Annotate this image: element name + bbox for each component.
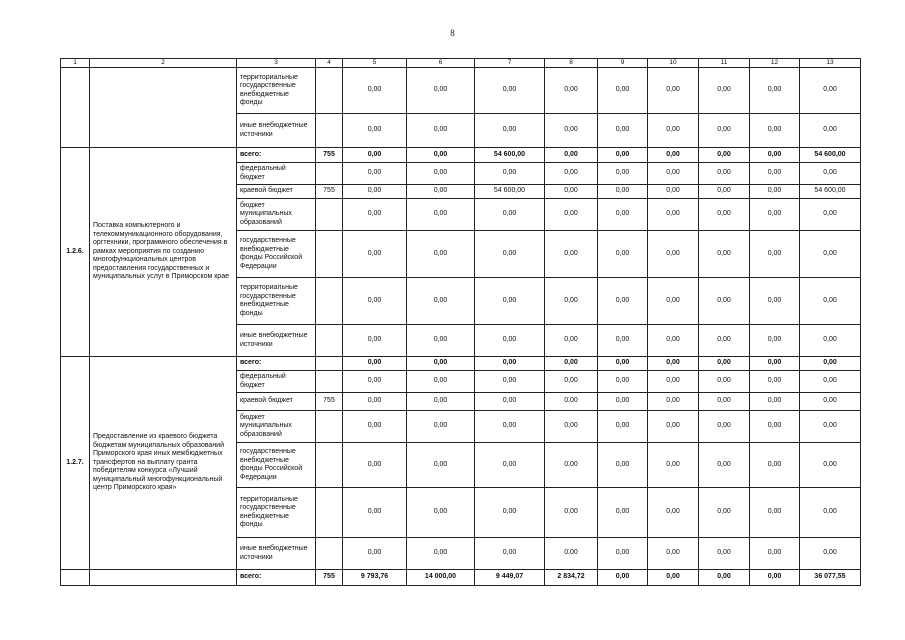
amount-cell: 54 600,00	[800, 185, 861, 199]
amount-cell: 0,00	[343, 278, 407, 325]
amount-cell: 0,00	[699, 538, 750, 570]
amount-cell: 54 600,00	[475, 185, 545, 199]
amount-cell: 0,00	[800, 371, 861, 393]
amount-cell: 0,00	[648, 570, 699, 586]
amount-cell: 0,00	[648, 185, 699, 199]
amount-cell: 0,00	[598, 357, 648, 371]
amount-cell: 0,00	[648, 68, 699, 114]
amount-cell: 0,00	[475, 68, 545, 114]
amount-cell: 0,00	[475, 231, 545, 278]
header-cell: 1	[61, 59, 90, 68]
budget-code: 755	[316, 148, 343, 163]
amount-cell: 0,00	[699, 488, 750, 538]
amount-cell: 0,00	[699, 570, 750, 586]
measure-code	[61, 68, 90, 148]
funding-source: иные внебюджетные источники	[237, 538, 316, 570]
amount-cell: 0,00	[699, 114, 750, 148]
header-row	[61, 59, 861, 68]
amount-cell: 0,00	[598, 185, 648, 199]
amount-cell: 0,00	[545, 325, 598, 357]
budget-code	[316, 199, 343, 231]
amount-cell: 0,00	[800, 231, 861, 278]
amount-cell: 0,00	[475, 411, 545, 443]
header-cell: 12	[750, 59, 800, 68]
amount-cell: 54 600,00	[800, 148, 861, 163]
amount-cell: 0,00	[648, 278, 699, 325]
amount-cell: 0,00	[750, 488, 800, 538]
amount-cell: 0,00	[800, 278, 861, 325]
table-row	[61, 357, 861, 371]
amount-cell: 0,00	[545, 163, 598, 185]
amount-cell: 0,00	[750, 443, 800, 488]
budget-code	[316, 231, 343, 278]
amount-cell: 0,00	[343, 148, 407, 163]
amount-cell: 0,00	[407, 185, 475, 199]
amount-cell: 0,00	[598, 371, 648, 393]
amount-cell: 0,00	[699, 278, 750, 325]
amount-cell: 0,00	[598, 325, 648, 357]
amount-cell: 0,00	[598, 231, 648, 278]
header-cell: 4	[316, 59, 343, 68]
amount-cell: 0,00	[545, 538, 598, 570]
amount-cell: 0,00	[343, 393, 407, 411]
funding-source: всего:	[237, 570, 316, 586]
budget-code: 755	[316, 570, 343, 586]
amount-cell: 0,00	[407, 488, 475, 538]
amount-cell: 0,00	[598, 163, 648, 185]
amount-cell: 0,00	[699, 325, 750, 357]
amount-cell: 0,00	[598, 411, 648, 443]
amount-cell: 0,00	[648, 538, 699, 570]
amount-cell: 0,00	[598, 570, 648, 586]
amount-cell: 0,00	[475, 278, 545, 325]
amount-cell: 0,00	[343, 185, 407, 199]
amount-cell: 0,00	[475, 163, 545, 185]
amount-cell: 0,00	[407, 393, 475, 411]
measure-code	[61, 570, 90, 586]
header-cell: 9	[598, 59, 648, 68]
amount-cell: 0,00	[800, 393, 861, 411]
measure-name: Поставка компьютерного и телекоммуникационного оборудования, оргтехники, программного обеспечения в рамках мероприятия по созданию многофункциональных центров предоставления государственных и муниципальных услуг в Приморском крае	[90, 148, 237, 357]
amount-cell: 0,00	[475, 325, 545, 357]
measure-name	[90, 68, 237, 148]
amount-cell: 0,00	[545, 393, 598, 411]
amount-cell: 0,00	[648, 357, 699, 371]
budget-code	[316, 325, 343, 357]
amount-cell: 0,00	[475, 538, 545, 570]
amount-cell: 0,00	[648, 411, 699, 443]
amount-cell: 0,00	[750, 538, 800, 570]
budget-code	[316, 411, 343, 443]
amount-cell: 0,00	[750, 357, 800, 371]
measure-name: Предоставление из краевого бюджета бюджетам муниципальных образований Приморского края иных межбюджетных трансфертов на выплату гранта победителям конкурса «Лучший муниципальный многофункциональный центр Приморского края»	[90, 357, 237, 570]
table-row	[61, 148, 861, 163]
amount-cell: 0,00	[545, 371, 598, 393]
amount-cell: 0,00	[343, 68, 407, 114]
amount-cell: 0,00	[699, 185, 750, 199]
amount-cell: 0,00	[545, 114, 598, 148]
amount-cell: 9 449,07	[475, 570, 545, 586]
amount-cell: 0,00	[407, 443, 475, 488]
budget-code	[316, 488, 343, 538]
amount-cell: 0,00	[598, 393, 648, 411]
amount-cell: 0,00	[475, 371, 545, 393]
amount-cell: 0,00	[800, 163, 861, 185]
amount-cell: 14 000,00	[407, 570, 475, 586]
amount-cell: 9 793,76	[343, 570, 407, 586]
funding-source: федеральный бюджет	[237, 163, 316, 185]
budget-code: 755	[316, 185, 343, 199]
amount-cell: 0,00	[750, 411, 800, 443]
budget-code	[316, 443, 343, 488]
amount-cell: 0,00	[800, 357, 861, 371]
amount-cell: 0,00	[343, 231, 407, 278]
amount-cell: 0,00	[648, 231, 699, 278]
amount-cell: 0,00	[750, 570, 800, 586]
budget-code	[316, 538, 343, 570]
header-cell: 6	[407, 59, 475, 68]
budget-table	[60, 58, 861, 586]
amount-cell: 0,00	[407, 114, 475, 148]
funding-source: федеральный бюджет	[237, 371, 316, 393]
amount-cell: 0,00	[750, 371, 800, 393]
amount-cell: 0,00	[343, 488, 407, 538]
amount-cell: 0,00	[750, 148, 800, 163]
funding-source: бюджет муниципальных образований	[237, 199, 316, 231]
header-cell: 13	[800, 59, 861, 68]
amount-cell: 0,00	[407, 163, 475, 185]
amount-cell: 0,00	[648, 199, 699, 231]
amount-cell: 0,00	[407, 538, 475, 570]
amount-cell: 0,00	[343, 538, 407, 570]
budget-code	[316, 163, 343, 185]
amount-cell: 0,00	[750, 68, 800, 114]
funding-source: территориальные государственные внебюджетные фонды	[237, 68, 316, 114]
amount-cell: 0,00	[343, 114, 407, 148]
amount-cell: 0,00	[699, 199, 750, 231]
amount-cell: 0,00	[699, 68, 750, 114]
amount-cell: 0,00	[545, 488, 598, 538]
budget-code	[316, 114, 343, 148]
amount-cell: 0,00	[545, 148, 598, 163]
amount-cell: 0,00	[648, 148, 699, 163]
amount-cell: 0,00	[699, 393, 750, 411]
header-cell: 11	[699, 59, 750, 68]
amount-cell: 0,00	[800, 68, 861, 114]
header-cell: 7	[475, 59, 545, 68]
amount-cell: 0,00	[598, 148, 648, 163]
amount-cell: 0,00	[545, 357, 598, 371]
amount-cell: 0,00	[407, 325, 475, 357]
amount-cell: 0,00	[648, 163, 699, 185]
budget-code	[316, 68, 343, 114]
funding-source: территориальные государственные внебюджетные фонды	[237, 278, 316, 325]
amount-cell: 0,00	[800, 411, 861, 443]
amount-cell: 0,00	[545, 199, 598, 231]
table-row	[61, 68, 861, 114]
funding-source: иные внебюджетные источники	[237, 114, 316, 148]
amount-cell: 0,00	[407, 371, 475, 393]
amount-cell: 0,00	[750, 325, 800, 357]
amount-cell: 0,00	[598, 443, 648, 488]
amount-cell: 0,00	[648, 371, 699, 393]
funding-source: краевой бюджет	[237, 393, 316, 411]
amount-cell: 0,00	[750, 163, 800, 185]
amount-cell: 0,00	[699, 443, 750, 488]
amount-cell: 0,00	[800, 538, 861, 570]
funding-source: бюджет муниципальных образований	[237, 411, 316, 443]
amount-cell: 0,00	[800, 199, 861, 231]
amount-cell: 0,00	[648, 443, 699, 488]
amount-cell: 0,00	[750, 199, 800, 231]
amount-cell: 0,00	[343, 199, 407, 231]
amount-cell: 0,00	[475, 488, 545, 538]
funding-source: территориальные государственные внебюджетные фонды	[237, 488, 316, 538]
amount-cell: 0,00	[545, 68, 598, 114]
budget-code	[316, 278, 343, 325]
amount-cell: 0,00	[800, 488, 861, 538]
amount-cell: 0,00	[598, 68, 648, 114]
budget-code	[316, 371, 343, 393]
funding-source: государственные внебюджетные фонды Российской Федерации	[237, 443, 316, 488]
budget-code	[316, 357, 343, 371]
page-number: 8	[450, 28, 455, 38]
amount-cell: 0,00	[699, 163, 750, 185]
amount-cell: 0,00	[475, 443, 545, 488]
amount-cell: 0,00	[598, 538, 648, 570]
amount-cell: 2 834,72	[545, 570, 598, 586]
amount-cell: 0,00	[407, 411, 475, 443]
amount-cell: 0,00	[699, 371, 750, 393]
amount-cell: 0,00	[800, 443, 861, 488]
funding-source: иные внебюджетные источники	[237, 325, 316, 357]
amount-cell: 0,00	[598, 114, 648, 148]
measure-code: 1.2.6.	[61, 148, 90, 357]
amount-cell: 0,00	[699, 231, 750, 278]
amount-cell: 0,00	[545, 231, 598, 278]
measure-code: 1.2.7.	[61, 357, 90, 570]
amount-cell: 0,00	[475, 357, 545, 371]
amount-cell: 0,00	[648, 488, 699, 538]
amount-cell: 0,00	[800, 114, 861, 148]
amount-cell: 0,00	[475, 393, 545, 411]
amount-cell: 0,00	[407, 278, 475, 325]
header-cell: 10	[648, 59, 699, 68]
amount-cell: 0,00	[545, 278, 598, 325]
amount-cell: 0,00	[750, 393, 800, 411]
amount-cell: 0,00	[545, 185, 598, 199]
funding-source: краевой бюджет	[237, 185, 316, 199]
amount-cell: 0,00	[407, 68, 475, 114]
budget-code: 755	[316, 393, 343, 411]
amount-cell: 0,00	[407, 357, 475, 371]
amount-cell: 0,00	[750, 114, 800, 148]
amount-cell: 0,00	[699, 148, 750, 163]
amount-cell: 0,00	[750, 231, 800, 278]
amount-cell: 0,00	[598, 278, 648, 325]
amount-cell: 0,00	[343, 411, 407, 443]
measure-name	[90, 570, 237, 586]
header-cell: 8	[545, 59, 598, 68]
amount-cell: 0,00	[699, 357, 750, 371]
amount-cell: 0,00	[545, 443, 598, 488]
funding-source: всего:	[237, 148, 316, 163]
amount-cell: 0,00	[545, 411, 598, 443]
amount-cell: 0,00	[343, 357, 407, 371]
amount-cell: 0,00	[648, 325, 699, 357]
header-cell: 3	[237, 59, 316, 68]
funding-source: всего:	[237, 357, 316, 371]
amount-cell: 0,00	[343, 325, 407, 357]
amount-cell: 0,00	[699, 411, 750, 443]
amount-cell: 0,00	[475, 114, 545, 148]
amount-cell: 0,00	[750, 278, 800, 325]
table-row	[61, 570, 861, 586]
amount-cell: 0,00	[475, 199, 545, 231]
amount-cell: 54 600,00	[475, 148, 545, 163]
header-cell: 5	[343, 59, 407, 68]
amount-cell: 0,00	[648, 114, 699, 148]
amount-cell: 0,00	[598, 199, 648, 231]
amount-cell: 36 077,55	[800, 570, 861, 586]
amount-cell: 0,00	[800, 325, 861, 357]
header-cell: 2	[90, 59, 237, 68]
amount-cell: 0,00	[343, 371, 407, 393]
table-body	[61, 59, 861, 586]
amount-cell: 0,00	[407, 231, 475, 278]
amount-cell: 0,00	[407, 148, 475, 163]
amount-cell: 0,00	[750, 185, 800, 199]
funding-source: государственные внебюджетные фонды Российской Федерации	[237, 231, 316, 278]
amount-cell: 0,00	[598, 488, 648, 538]
amount-cell: 0,00	[648, 393, 699, 411]
amount-cell: 0,00	[343, 163, 407, 185]
amount-cell: 0,00	[407, 199, 475, 231]
amount-cell: 0,00	[343, 443, 407, 488]
